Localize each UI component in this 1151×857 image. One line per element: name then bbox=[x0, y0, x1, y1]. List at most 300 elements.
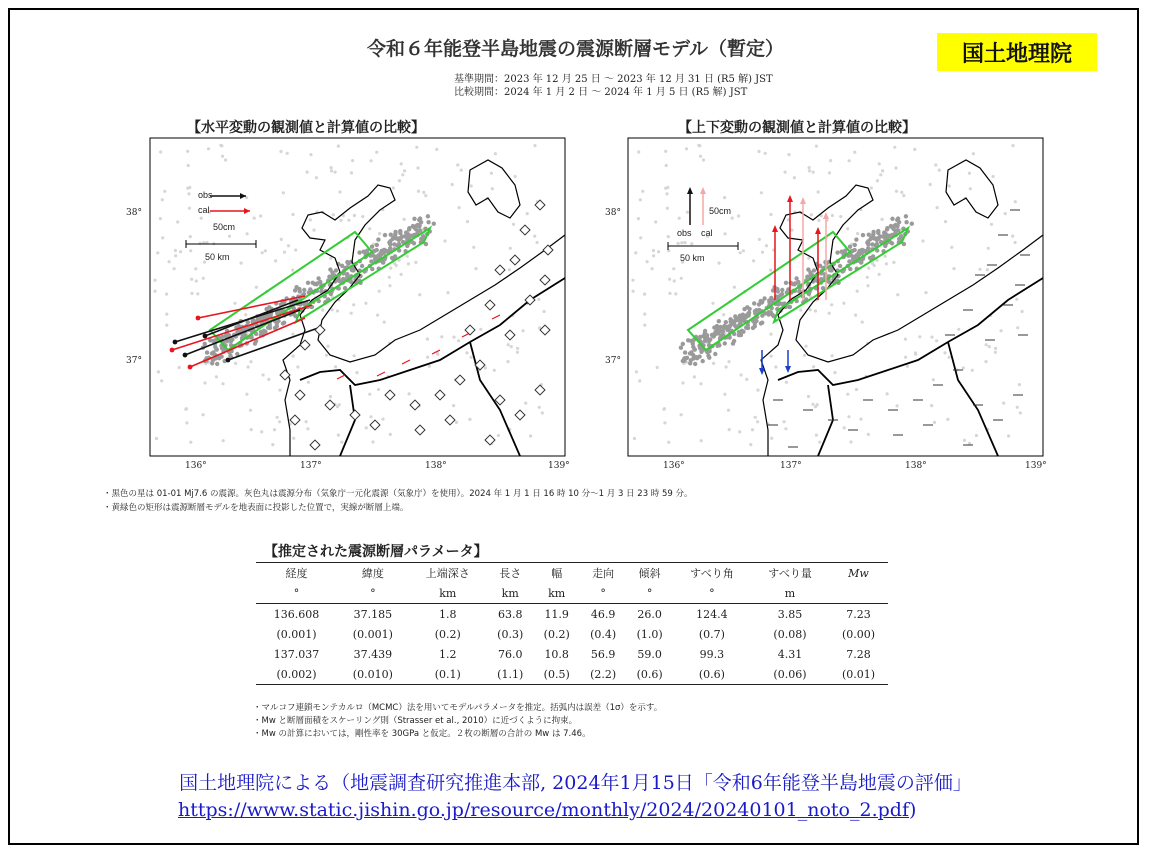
seismicity-dot bbox=[737, 333, 741, 337]
seismicity-dot bbox=[904, 214, 908, 218]
seismicity-dot bbox=[460, 169, 463, 172]
seismicity-dot bbox=[879, 173, 882, 176]
seismicity-dot bbox=[160, 379, 163, 382]
seismicity-dot bbox=[275, 324, 279, 328]
seismicity-dot bbox=[846, 227, 849, 230]
seismicity-dot bbox=[370, 159, 373, 162]
seismicity-dot bbox=[186, 187, 189, 190]
seismicity-dot bbox=[1011, 235, 1014, 238]
arrow-head bbox=[203, 334, 208, 339]
seismicity-dot bbox=[739, 251, 742, 254]
param-table-title: 【推定された震源断層パラメータ】 bbox=[264, 544, 488, 560]
table-cell: 1.2 bbox=[439, 647, 457, 661]
seismicity-dot bbox=[267, 305, 271, 309]
seismicity-dot bbox=[667, 441, 670, 444]
seismicity-dot bbox=[246, 232, 249, 235]
seismicity-dot bbox=[792, 282, 796, 286]
seismicity-dot bbox=[416, 166, 419, 169]
seismicity-dot bbox=[412, 217, 416, 221]
seismicity-dot bbox=[493, 369, 496, 372]
param-header-row bbox=[256, 563, 888, 584]
seismicity-dot bbox=[264, 249, 267, 252]
seismicity-dot bbox=[263, 330, 267, 334]
seismicity-dot bbox=[654, 220, 657, 223]
seismicity-dot bbox=[705, 334, 709, 338]
seismicity-dot bbox=[674, 292, 677, 295]
seismicity-dot bbox=[769, 333, 772, 336]
seismicity-dot bbox=[695, 356, 699, 360]
right-lon-136: 136° bbox=[663, 461, 685, 471]
seismicity-dot bbox=[902, 194, 905, 197]
seismicity-dot bbox=[276, 416, 279, 419]
seismicity-dot bbox=[352, 303, 355, 306]
seismicity-dot bbox=[426, 214, 430, 218]
seismicity-dot bbox=[365, 426, 368, 429]
seismicity-dot bbox=[987, 247, 990, 250]
seismicity-dot bbox=[883, 232, 887, 236]
seismicity-dot bbox=[426, 338, 429, 341]
seismicity-dot bbox=[918, 335, 921, 338]
seismicity-dot bbox=[221, 155, 224, 158]
seismicity-dot bbox=[452, 336, 455, 339]
seismicity-dot bbox=[376, 314, 379, 317]
seismicity-dot bbox=[741, 330, 745, 334]
seismicity-dot bbox=[861, 233, 865, 237]
seismicity-dot bbox=[890, 217, 894, 221]
seismicity-dot bbox=[307, 381, 310, 384]
seismicity-dot bbox=[474, 267, 477, 270]
seismicity-dot bbox=[507, 343, 510, 346]
seismicity-dot bbox=[1004, 212, 1007, 215]
seismicity-dot bbox=[1002, 402, 1005, 405]
seismicity-dot bbox=[962, 366, 965, 369]
seismicity-dot bbox=[339, 190, 342, 193]
arrow-head bbox=[170, 348, 175, 353]
param-header-2: 上端深さ bbox=[409, 563, 487, 584]
seismicity-dot bbox=[770, 437, 773, 440]
seismicity-dot bbox=[848, 267, 852, 271]
table-cell: (1.0) bbox=[636, 627, 663, 641]
seismicity-dot bbox=[213, 345, 217, 349]
seismicity-dot bbox=[885, 227, 889, 231]
seismicity-dot bbox=[1016, 406, 1019, 409]
table-cell: (0.010) bbox=[337, 664, 408, 685]
seismicity-dot bbox=[914, 351, 917, 354]
left-lon-136: 136° bbox=[185, 461, 207, 471]
seismicity-dot bbox=[757, 302, 761, 306]
org-badge: 国土地理院 bbox=[937, 33, 1097, 71]
seismicity-dot bbox=[715, 327, 719, 331]
table-cell: (0.08) bbox=[773, 627, 807, 641]
seismicity-dot bbox=[377, 388, 380, 391]
seismicity-dot bbox=[723, 393, 726, 396]
seismicity-dot bbox=[713, 352, 717, 356]
seismicity-dot bbox=[306, 427, 309, 430]
seismicity-dot bbox=[680, 413, 683, 416]
seismicity-dot bbox=[968, 172, 971, 175]
seismicity-dot bbox=[866, 242, 870, 246]
seismicity-dot bbox=[371, 440, 374, 443]
seismicity-dot bbox=[799, 309, 802, 312]
seismicity-dot bbox=[818, 441, 821, 444]
seismicity-dot bbox=[405, 232, 409, 236]
seismicity-dot bbox=[484, 366, 487, 369]
seismicity-dot bbox=[194, 267, 197, 270]
seismicity-dot bbox=[992, 175, 995, 178]
seismicity-dot bbox=[751, 428, 754, 431]
seismicity-dot bbox=[913, 148, 916, 151]
seismicity-dot bbox=[355, 371, 358, 374]
param-unit-1: ° bbox=[337, 583, 408, 604]
seismicity-dot bbox=[924, 291, 927, 294]
seismicity-dot bbox=[383, 233, 387, 237]
seismicity-dot bbox=[904, 356, 907, 359]
seismicity-dot bbox=[163, 190, 166, 193]
seismicity-dot bbox=[415, 146, 418, 149]
seismicity-dot bbox=[690, 242, 693, 245]
seismicity-dot bbox=[738, 430, 741, 433]
seismicity-dot bbox=[210, 361, 214, 365]
seismicity-dot bbox=[417, 190, 420, 193]
seismicity-dot bbox=[831, 214, 834, 217]
left-obs-label: obs bbox=[198, 190, 213, 200]
seismicity-dot bbox=[426, 356, 429, 359]
right-panel-title: 【上下変動の観測値と計算値の比較】 bbox=[678, 120, 916, 136]
seismicity-dot bbox=[244, 313, 247, 316]
seismicity-dot bbox=[733, 314, 737, 318]
table-cell: 37.185 bbox=[353, 607, 393, 621]
arrow-head bbox=[188, 365, 193, 370]
seismicity-dot bbox=[765, 244, 768, 247]
seismicity-dot bbox=[921, 239, 924, 242]
seismicity-dot bbox=[828, 171, 831, 174]
seismicity-dot bbox=[245, 393, 248, 396]
seismicity-dot bbox=[165, 313, 168, 316]
base-period: 基準期間：2023 年 12 月 25 日 ～ 2023 年 12 月 31 日 (R5 解) JST bbox=[454, 74, 773, 85]
seismicity-dot bbox=[806, 267, 810, 271]
table-cell: 46.9 bbox=[590, 607, 616, 621]
seismicity-dot bbox=[867, 233, 871, 237]
seismicity-dot bbox=[761, 251, 764, 254]
seismicity-dot bbox=[678, 217, 681, 220]
seismicity-dot bbox=[830, 303, 833, 306]
seismicity-dot bbox=[848, 159, 851, 162]
table-cell: (0.5) bbox=[533, 664, 579, 685]
seismicity-dot bbox=[465, 351, 468, 354]
seismicity-dot bbox=[440, 335, 443, 338]
table-cell: (0.2) bbox=[434, 627, 461, 641]
seismicity-dot bbox=[189, 235, 192, 238]
seismicity-dot bbox=[217, 356, 221, 360]
seismicity-dot bbox=[896, 404, 899, 407]
seismicity-dot bbox=[809, 308, 812, 311]
seismicity-dot bbox=[336, 309, 339, 312]
seismicity-dot bbox=[944, 220, 947, 223]
seismicity-dot bbox=[516, 347, 519, 350]
seismicity-dot bbox=[994, 351, 997, 354]
seismicity-dot bbox=[717, 319, 721, 323]
seismicity-dot bbox=[699, 382, 702, 385]
seismicity-dot bbox=[173, 267, 176, 270]
seismicity-dot bbox=[667, 235, 670, 238]
arrow-head bbox=[173, 340, 178, 345]
seismicity-dot bbox=[407, 227, 411, 231]
seismicity-dot bbox=[878, 234, 882, 238]
seismicity-dot bbox=[278, 389, 281, 392]
table-cell: 137.037 bbox=[273, 647, 320, 661]
seismicity-dot bbox=[360, 264, 364, 268]
seismicity-dot bbox=[718, 262, 721, 265]
seismicity-dot bbox=[332, 213, 335, 216]
seismicity-dot bbox=[403, 218, 406, 221]
param-unit-row bbox=[256, 583, 888, 604]
seismicity-dot bbox=[393, 262, 396, 265]
seismicity-dot bbox=[165, 293, 168, 296]
seismicity-dot bbox=[325, 354, 328, 357]
seismicity-dot bbox=[1021, 310, 1024, 313]
seismicity-dot bbox=[904, 220, 908, 224]
seismicity-dot bbox=[872, 236, 876, 240]
seismicity-dot bbox=[375, 243, 379, 247]
param-header-0: 経度 bbox=[256, 563, 337, 584]
seismicity-dot bbox=[639, 198, 642, 201]
seismicity-dot bbox=[202, 277, 205, 280]
seismicity-dot bbox=[376, 237, 380, 241]
seismicity-dot bbox=[267, 378, 270, 381]
seismicity-dot bbox=[268, 326, 272, 330]
seismicity-dot bbox=[752, 259, 755, 262]
seismicity-dot bbox=[829, 159, 832, 162]
left-lat-37: 37° bbox=[126, 356, 142, 366]
seismicity-dot bbox=[756, 389, 759, 392]
seismicity-dot bbox=[641, 190, 644, 193]
seismicity-dot bbox=[906, 365, 909, 368]
table-cell: 59.0 bbox=[637, 647, 662, 661]
seismicity-dot bbox=[168, 260, 171, 263]
seismicity-dot bbox=[369, 415, 372, 418]
source-url-link[interactable]: https://www.static.jishin.go.jp/resource/monthly/2024/20240101_noto_2.pdf bbox=[178, 799, 909, 821]
seismicity-dot bbox=[634, 251, 637, 254]
seismicity-dot bbox=[388, 276, 391, 279]
seismicity-dot bbox=[357, 250, 361, 254]
table-cell: 10.8 bbox=[544, 647, 569, 661]
seismicity-dot bbox=[849, 440, 852, 443]
seismicity-dot bbox=[1015, 298, 1018, 301]
param-header-9: Mw bbox=[829, 563, 888, 584]
table-cell: 124.4 bbox=[696, 607, 728, 621]
seismicity-dot bbox=[297, 287, 301, 291]
seismicity-dot bbox=[693, 362, 697, 366]
left-lon-138: 138° bbox=[425, 461, 447, 471]
left-cal-label: cal bbox=[198, 205, 210, 215]
seismicity-dot bbox=[351, 267, 355, 271]
param-unit-8: m bbox=[751, 583, 829, 604]
seismicity-dot bbox=[221, 382, 224, 385]
seismicity-dot bbox=[985, 343, 988, 346]
seismicity-dot bbox=[688, 361, 692, 365]
seismicity-dot bbox=[361, 215, 364, 218]
seismicity-dot bbox=[455, 421, 458, 424]
seismicity-dot bbox=[228, 354, 232, 358]
seismicity-dot bbox=[948, 356, 951, 359]
seismicity-dot bbox=[897, 220, 901, 224]
seismicity-dot bbox=[312, 229, 315, 232]
table-cell: 1.8 bbox=[439, 607, 457, 621]
seismicity-dot bbox=[328, 267, 332, 271]
seismicity-dot bbox=[153, 279, 156, 282]
seismicity-dot bbox=[189, 249, 192, 252]
seismicity-dot bbox=[368, 227, 371, 230]
seismicity-dot bbox=[790, 229, 793, 232]
seismicity-dot bbox=[895, 190, 898, 193]
seismicity-dot bbox=[861, 321, 864, 324]
seismicity-dot bbox=[215, 362, 219, 366]
seismicity-dot bbox=[683, 350, 687, 354]
seismicity-dot bbox=[652, 249, 655, 252]
seismicity-dot bbox=[512, 223, 515, 226]
table-cell: 56.9 bbox=[590, 647, 616, 661]
seismicity-dot bbox=[541, 411, 544, 414]
table-cell: (0.2) bbox=[543, 627, 570, 641]
seismicity-dot bbox=[253, 217, 256, 220]
seismicity-dot bbox=[1014, 241, 1017, 244]
seismicity-dot bbox=[854, 314, 857, 317]
seismicity-dot bbox=[639, 236, 642, 239]
seismicity-dot bbox=[259, 214, 262, 217]
seismicity-dot bbox=[526, 212, 529, 215]
seismicity-dot bbox=[753, 324, 757, 328]
seismicity-dot bbox=[309, 218, 312, 221]
seismicity-dot bbox=[472, 246, 475, 249]
table-cell: (0.7) bbox=[698, 627, 725, 641]
seismicity-dot bbox=[788, 305, 792, 309]
table-row bbox=[256, 644, 888, 664]
table-row bbox=[256, 624, 888, 644]
seismicity-dot bbox=[247, 365, 250, 368]
seismicity-dot bbox=[400, 162, 403, 165]
seismicity-dot bbox=[274, 259, 277, 262]
seismicity-dot bbox=[838, 264, 842, 268]
seismicity-dot bbox=[302, 288, 306, 292]
param-unit-9 bbox=[829, 583, 888, 604]
seismicity-dot bbox=[652, 254, 655, 257]
seismicity-dot bbox=[643, 313, 646, 316]
seismicity-dot bbox=[662, 408, 665, 411]
seismicity-dot bbox=[156, 251, 159, 254]
seismicity-dot bbox=[203, 342, 207, 346]
seismicity-dot bbox=[878, 162, 881, 165]
seismicity-dot bbox=[938, 169, 941, 172]
seismicity-dot bbox=[831, 354, 834, 357]
seismicity-dot bbox=[767, 310, 771, 314]
seismicity-dot bbox=[154, 290, 157, 293]
seismicity-dot bbox=[728, 317, 732, 321]
seismicity-dot bbox=[1000, 329, 1003, 332]
seismicity-dot bbox=[287, 244, 290, 247]
seismicity-dot bbox=[161, 198, 164, 201]
seismicity-dot bbox=[370, 267, 374, 271]
seismicity-dot bbox=[876, 179, 879, 182]
param-header-8: すべり量 bbox=[751, 563, 829, 584]
seismicity-dot bbox=[400, 273, 403, 276]
seismicity-dot bbox=[388, 242, 392, 246]
seismicity-dot bbox=[988, 345, 991, 348]
seismicity-dot bbox=[890, 225, 894, 229]
seismicity-dot bbox=[178, 366, 181, 369]
seismicity-dot bbox=[186, 150, 189, 153]
seismicity-dot bbox=[881, 218, 884, 221]
seismicity-dot bbox=[202, 413, 205, 416]
seismicity-dot bbox=[657, 250, 660, 253]
right-scale-arrow-label: 50cm bbox=[709, 206, 732, 216]
seismicity-dot bbox=[497, 434, 500, 437]
right-map-frame bbox=[628, 138, 1043, 456]
seismicity-dot bbox=[807, 257, 810, 260]
seismicity-dot bbox=[803, 354, 806, 357]
seismicity-dot bbox=[896, 293, 899, 296]
seismicity-dot bbox=[886, 392, 889, 395]
table-cell: (0.4) bbox=[590, 627, 617, 641]
seismicity-dot bbox=[986, 268, 989, 271]
left-lon-137: 137° bbox=[300, 461, 322, 471]
seismicity-dot bbox=[524, 402, 527, 405]
seismicity-dot bbox=[815, 434, 818, 437]
seismicity-dot bbox=[698, 335, 702, 339]
seismicity-dot bbox=[702, 158, 705, 161]
table-cell: 76.0 bbox=[497, 647, 523, 661]
arrow-head bbox=[226, 358, 231, 363]
seismicity-dot bbox=[184, 408, 187, 411]
credit-link-wrapper bbox=[178, 799, 916, 821]
seismicity-dot bbox=[516, 351, 519, 354]
seismicity-dot bbox=[762, 296, 766, 300]
seismicity-dot bbox=[233, 302, 236, 305]
seismicity-dot bbox=[866, 246, 870, 250]
seismicity-dot bbox=[451, 183, 454, 186]
table-note-1: ・マルコフ連鎖モンテカルロ（MCMC）法を用いてモデルパラメータを推定。括弧内は誤差（1σ）を示す。 bbox=[253, 703, 663, 713]
seismicity-dot bbox=[978, 268, 981, 271]
seismicity-dot bbox=[509, 247, 512, 250]
seismicity-dot bbox=[871, 262, 874, 265]
seismicity-dot bbox=[780, 288, 784, 292]
seismicity-dot bbox=[643, 293, 646, 296]
right-lat-38: 38° bbox=[605, 208, 621, 218]
seismicity-dot bbox=[699, 155, 702, 158]
seismicity-dot bbox=[774, 365, 777, 368]
page-title: 令和６年能登半島地震の震源断層モデル（暫定） bbox=[366, 38, 785, 60]
seismicity-dot bbox=[311, 281, 315, 285]
seismicity-dot bbox=[969, 187, 972, 190]
seismicity-dot bbox=[314, 282, 318, 286]
seismicity-dot bbox=[946, 418, 949, 421]
seismicity-dot bbox=[631, 279, 634, 282]
seismicity-dot bbox=[900, 191, 903, 194]
seismicity-dot bbox=[703, 329, 707, 333]
table-cell: (2.2) bbox=[580, 664, 626, 685]
seismicity-dot bbox=[378, 232, 381, 235]
seismicity-dot bbox=[347, 219, 350, 222]
seismicity-dot bbox=[292, 355, 295, 358]
seismicity-dot bbox=[994, 347, 997, 350]
seismicity-dot bbox=[330, 169, 333, 172]
seismicity-dot bbox=[769, 296, 773, 300]
seismicity-dot bbox=[340, 264, 344, 268]
seismicity-dot bbox=[157, 370, 160, 373]
seismicity-dot bbox=[1014, 200, 1017, 203]
seismicity-dot bbox=[368, 393, 371, 396]
seismicity-dot bbox=[435, 148, 438, 151]
seismicity-dot bbox=[406, 255, 409, 258]
